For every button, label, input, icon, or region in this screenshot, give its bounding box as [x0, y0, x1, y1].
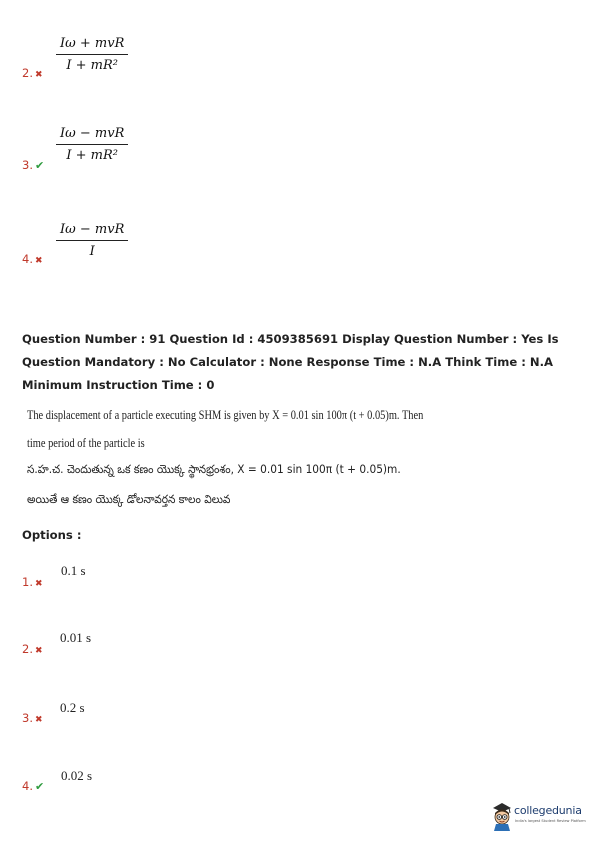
question-text-telugu-2: అయితే ఆ కణం యొక్క డోలనావర్తన కాలం విలువ: [27, 492, 231, 506]
question-text-english-1: The displacement of a particle executing SHM is given by X = 0.01 sin 100π (t + 0.05)m. Then: [27, 408, 424, 422]
fraction-expression: [56, 36, 128, 73]
option-number: 3. ✔: [22, 158, 45, 172]
check-mark-icon: ✔: [34, 780, 45, 793]
wrong-mark-icon: ✖: [34, 256, 43, 266]
option-number: 4. ✖: [22, 252, 43, 266]
check-mark-icon: ✔: [34, 159, 45, 172]
mascot-icon: [490, 800, 514, 832]
option-value: 0.1 s: [61, 563, 86, 578]
option-number: 3. ✖: [22, 711, 43, 725]
logo-tagline: India's largest Student Review Platform: [515, 819, 586, 823]
option-value: 0.2 s: [60, 700, 85, 715]
denominator: I + mR²: [66, 148, 118, 163]
fraction-expression: [56, 126, 128, 163]
options-label: Options :: [22, 528, 82, 542]
numerator: Iω − mvR: [56, 222, 128, 241]
option-number: 4. ✔: [22, 779, 45, 793]
option-number: 2. ✖: [22, 66, 43, 80]
wrong-mark-icon: ✖: [34, 715, 43, 725]
logo-name: collegedunia: [514, 804, 582, 817]
collegedunia-logo: [490, 800, 590, 834]
question-text-telugu-1: స.హ.చ. చెందుతున్న ఒక కణం యొక్క స్థానభ్రంశం, X = 0.01 sin 100π (t + 0.05)m.: [27, 462, 401, 476]
option-number: 2. ✖: [22, 642, 43, 656]
option-value: 0.02 s: [61, 768, 93, 783]
wrong-mark-icon: ✖: [34, 579, 43, 589]
question-header: Question Number : 91 Question Id : 4509385691 Display Question Number : Yes Is Question Mandatory : No Calculator : None Response Time : N.A Think Time : N.A Minimum Instruction Time : 0: [22, 332, 559, 392]
denominator: I: [89, 244, 95, 259]
option-number: 1. ✖: [22, 575, 43, 589]
wrong-mark-icon: ✖: [34, 646, 43, 656]
denominator: I + mR²: [66, 58, 118, 73]
numerator: Iω − mvR: [56, 126, 128, 145]
fraction-expression: [56, 222, 128, 259]
question-text-english-2: time period of the particle is: [27, 436, 145, 450]
numerator: Iω + mvR: [56, 36, 128, 55]
option-value: 0.01 s: [60, 630, 92, 645]
wrong-mark-icon: ✖: [34, 70, 43, 80]
